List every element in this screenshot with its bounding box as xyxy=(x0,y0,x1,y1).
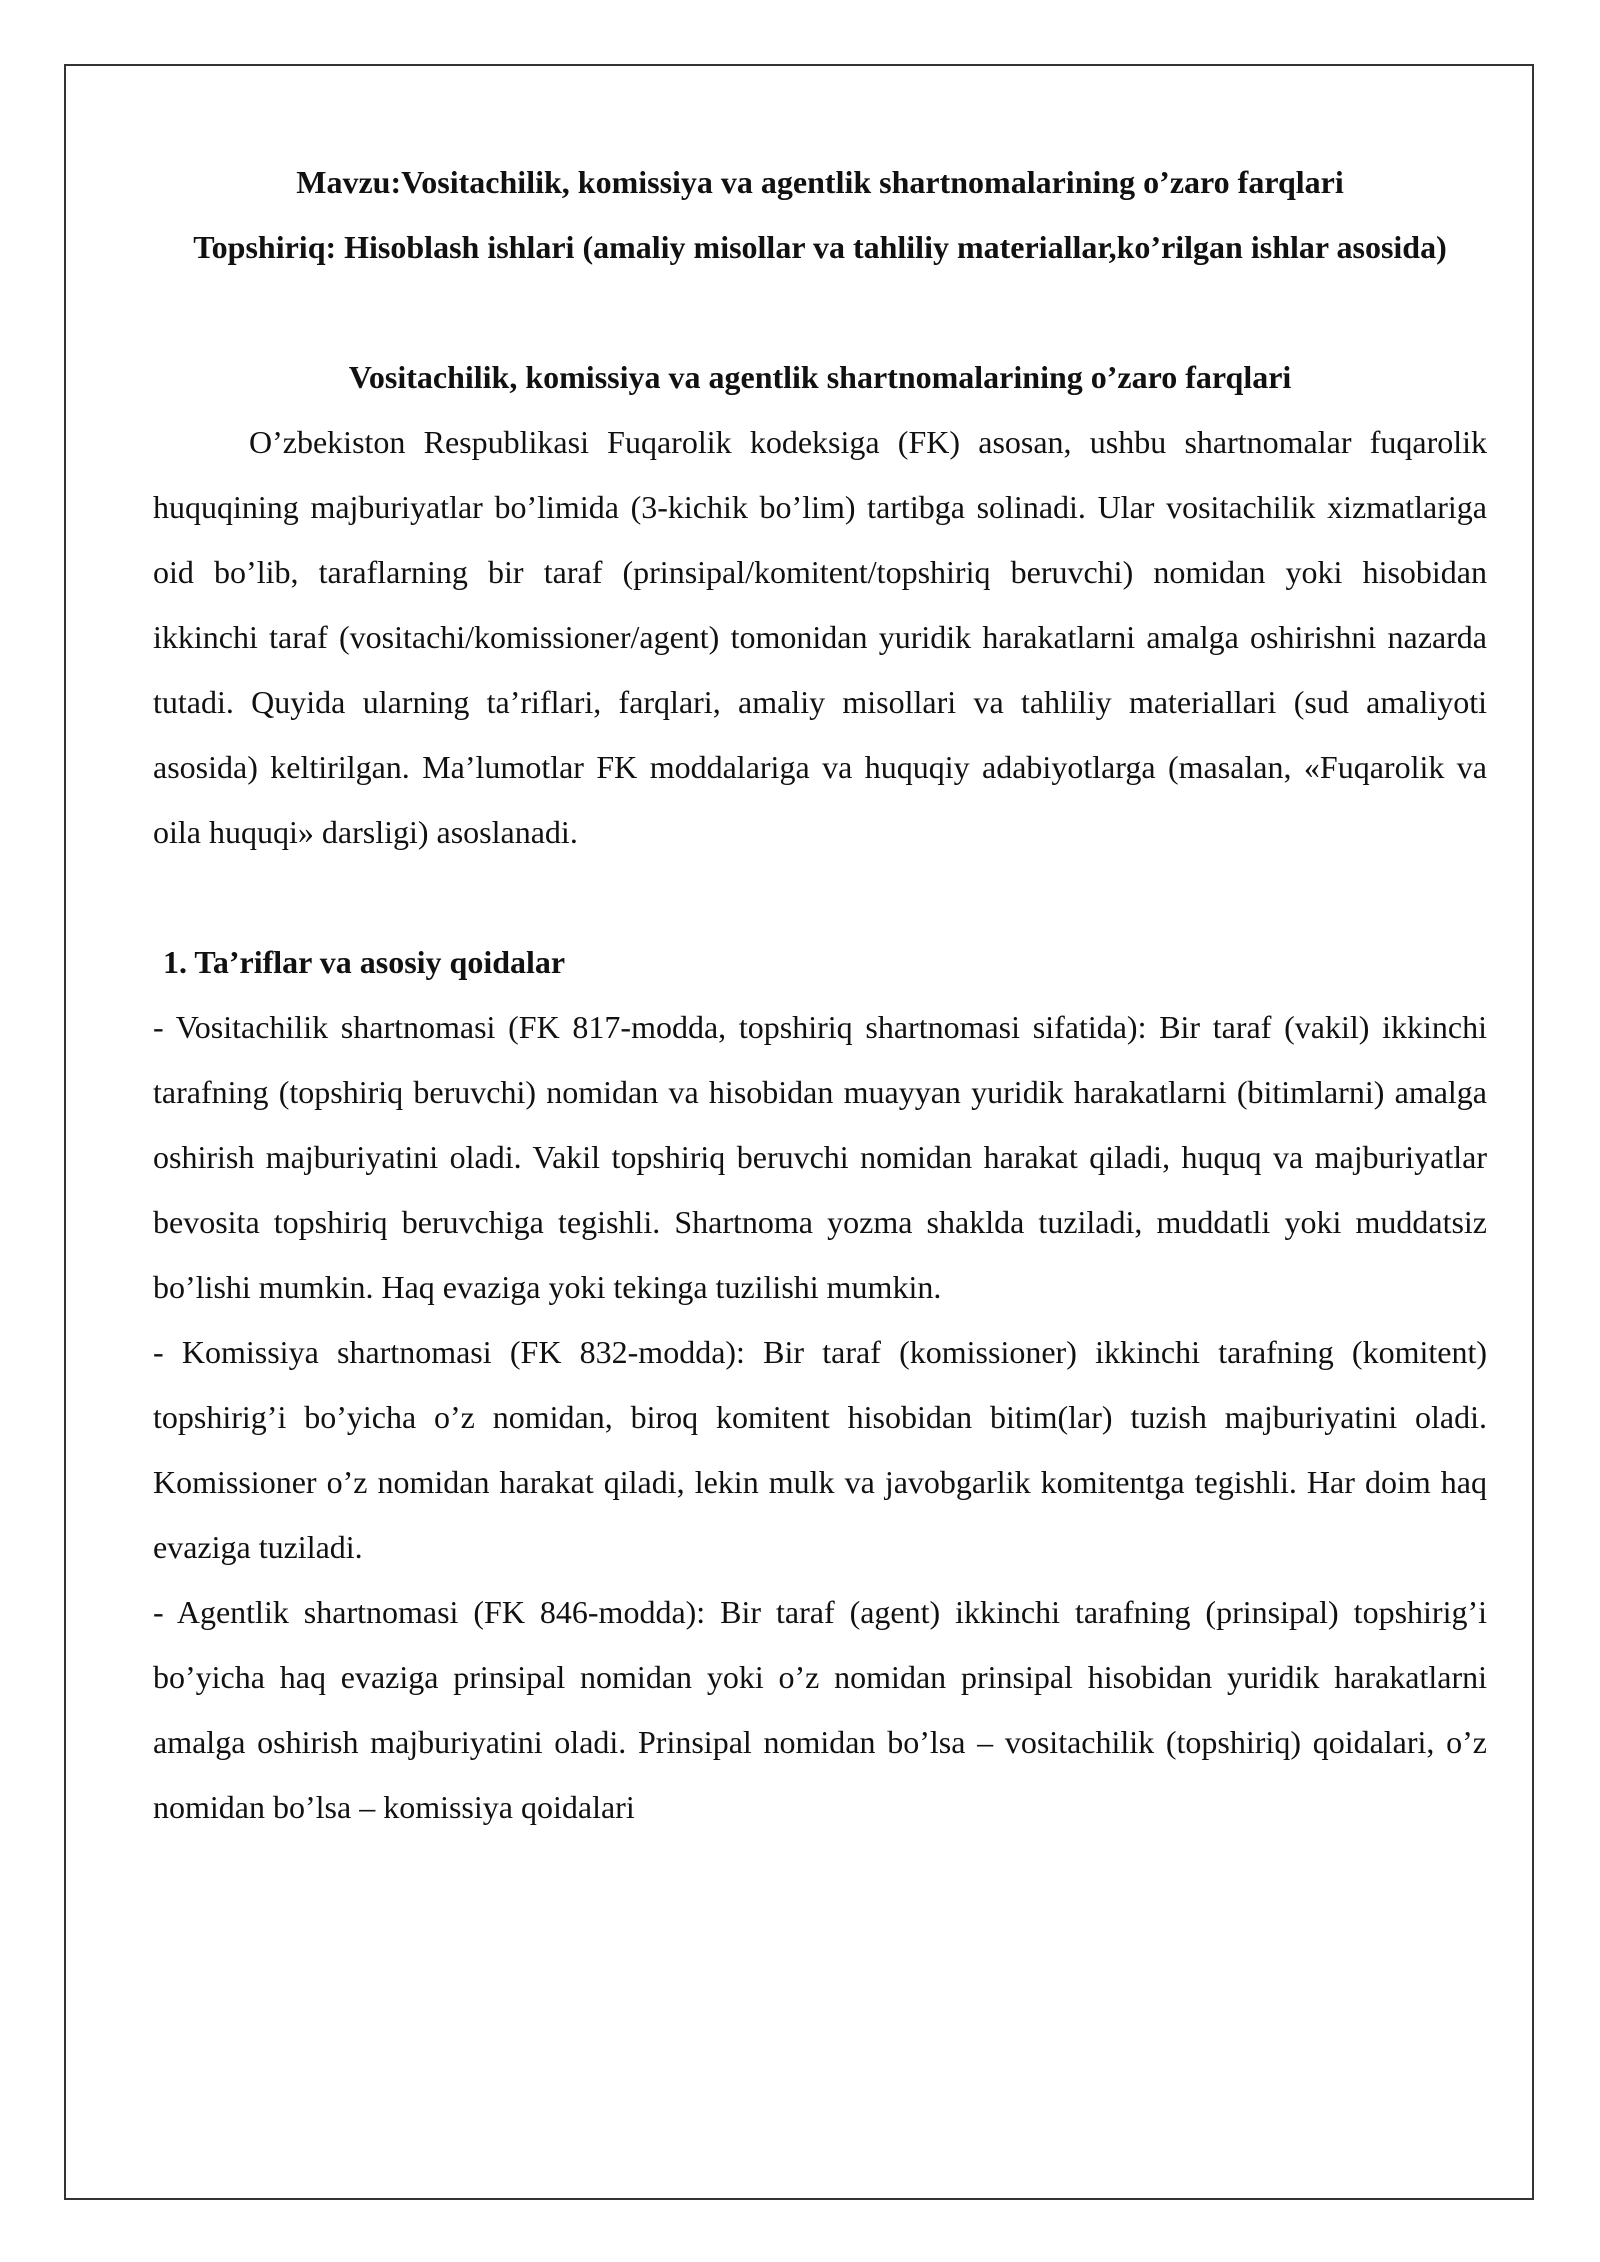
definition-agentlik: - Agentlik shartnomasi (FK 846-modda): Bir taraf (agent) ikkinchi tarafning (prinsipal) topshirig’i bo’yicha haq evaziga prinsipal nomidan yoki o’z nomidan prinsipal hisobidan yuridik harakatlarni amalga oshirish majburiyatini oladi. Prinsipal nomidan bo’lsa – vositachilik (topshiriq) qoidalari, o’z nomidan bo’lsa – komissiya qoidalari xyxy=(153,1594,1487,1825)
definition-komissiya: - Komissiya shartnomasi (FK 832-modda): Bir taraf (komissioner) ikkinchi tarafning (komitent) topshirig’i bo’yicha o’z nomidan, biroq komitent hisobidan bitim(lar) tuzish majburiyatini oladi. Komissioner o’z nomidan harakat qiladi, lekin mulk va javobgarlik komitentga tegishli. Har doim haq evaziga tuziladi. xyxy=(153,1334,1487,1565)
definition-vositachilik: - Vositachilik shartnomasi (FK 817-modda, topshiriq shartnomasi sifatida): Bir taraf (vakil) ikkinchi tarafning (topshiriq beruvchi) nomidan va hisobidan muayyan yuridik harakatlarni (bitimlarni) amalga oshirish majburiyatini oladi. Vakil topshiriq beruvchi nomidan harakat qiladi, huquq va majburiyatlar bevosita topshiriq beruvchiga tegishli. Shartnoma yozma shaklda tuziladi, muddatli yoki muddatsiz bo’lishi mumkin. Haq evaziga yoki tekinga tuzilishi mumkin. xyxy=(153,1009,1487,1305)
task-title: Topshiriq: Hisoblash ishlari (amaliy misollar va tahliliy materiallar,ko’rilgan ishlar asosida) xyxy=(193,229,1447,265)
spacer xyxy=(153,280,1487,345)
subsection-heading: 1. Ta’riflar va asosiy qoidalar xyxy=(163,944,566,980)
document-title: Mavzu:Vositachilik, komissiya va agentlik shartnomalarining o’zaro farqlari xyxy=(296,164,1344,200)
intro-paragraph: O’zbekiston Respublikasi Fuqarolik kodeksiga (FK) asosan, ushbu shartnomalar fuqarolik huquqining majburiyatlar bo’limida (3-kichik bo’lim) tartibga solinadi. Ular vositachilik xizmatlariga oid bo’lib, taraflarning bir taraf (prinsipal/komitent/topshiriq beruvchi) nomidan yoki hisobidan ikkinchi taraf (vositachi/komissioner/agent) tomonidan yuridik harakatlarni amalga oshirishni nazarda tutadi. Quyida ularning ta’riflari, farqlari, amaliy misollari va tahliliy materiallari (sud amaliyoti asosida) keltirilgan. Ma’lumotlar FK moddalariga va huquqiy adabiyotlarga (masalan, «Fuqarolik va oila huquqi» darsligi) asoslanadi. xyxy=(153,424,1487,850)
document-body xyxy=(153,150,1487,1840)
section-heading: Vositachilik, komissiya va agentlik shartnomalarining o’zaro farqlari xyxy=(348,359,1292,395)
spacer xyxy=(153,865,1487,930)
